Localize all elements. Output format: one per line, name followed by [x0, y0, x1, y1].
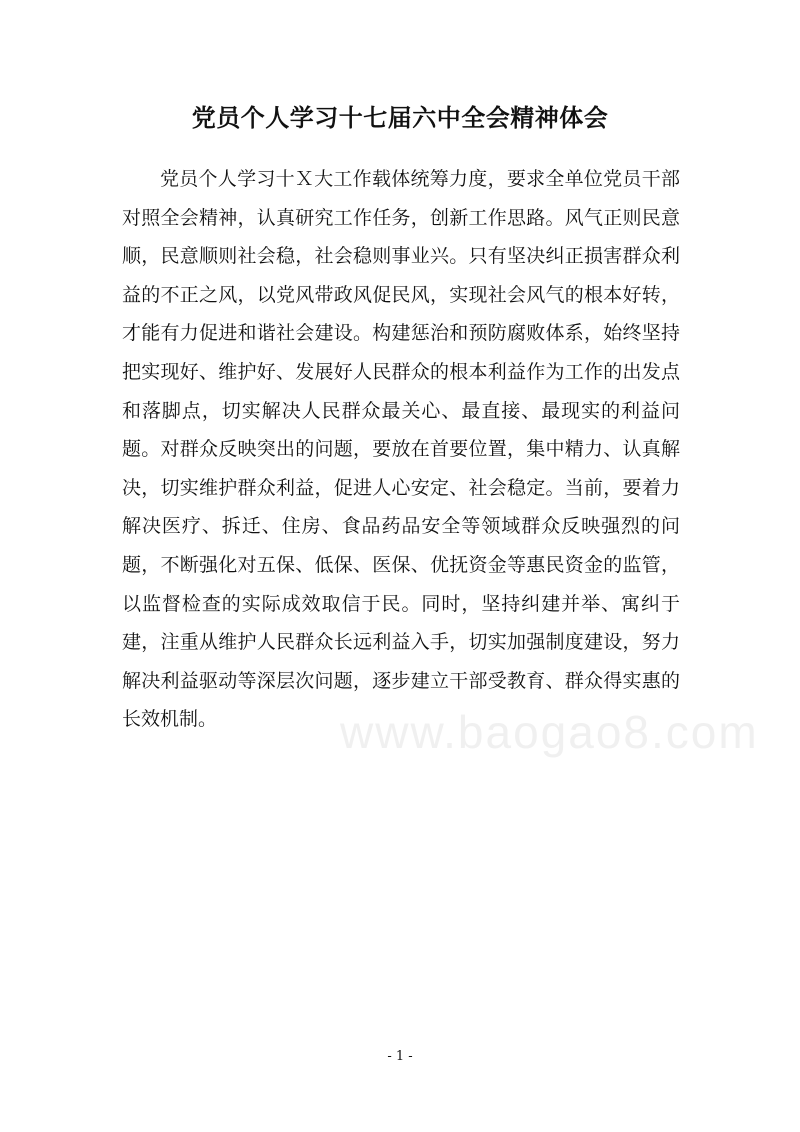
watermark-text: www.baogao8.com: [340, 706, 759, 758]
document-title: 党员个人学习十七届六中全会精神体会: [191, 104, 609, 132]
page-number: - 1 -: [387, 1049, 413, 1064]
body-paragraph: 党员个人学习十Ｘ大工作载体统筹力度，要求全单位党员干部对照全会精神，认真研究工作任务，创新工作思路。风气正则民意顺，民意顺则社会稳，社会稳则事业兴。只有坚决纠正损害群众利益的不正之风，以党风带政风促民风，实现社会风气的根本好转，才能有力促进和谐社会建设。构建惩治和预防腐败体系，始终坚持把实现好、维护好、发展好人民群众的根本利益作为工作的出发点和落脚点，切实解决人民群众最关心、最直接、最现实的利益问题。对群众反映突出的问题，要放在首要位置，集中精力、认真解决，切实维护群众利益，促进人心安定、社会稳定。当前，要着力解决医疗、拆迁、住房、食品药品安全等领域群众反映强烈的问题，不断强化对五保、低保、医保、优抚资金等惠民资金的监管，以监督检查的实际成效取信于民。同时，坚持纠建并举、寓纠于建，注重从维护人民群众长远利益入手，切实加强制度建设，努力解决利益驱动等深层次问题，逐步建立干部受教育、群众得实惠的长效机制。: [122, 168, 680, 731]
